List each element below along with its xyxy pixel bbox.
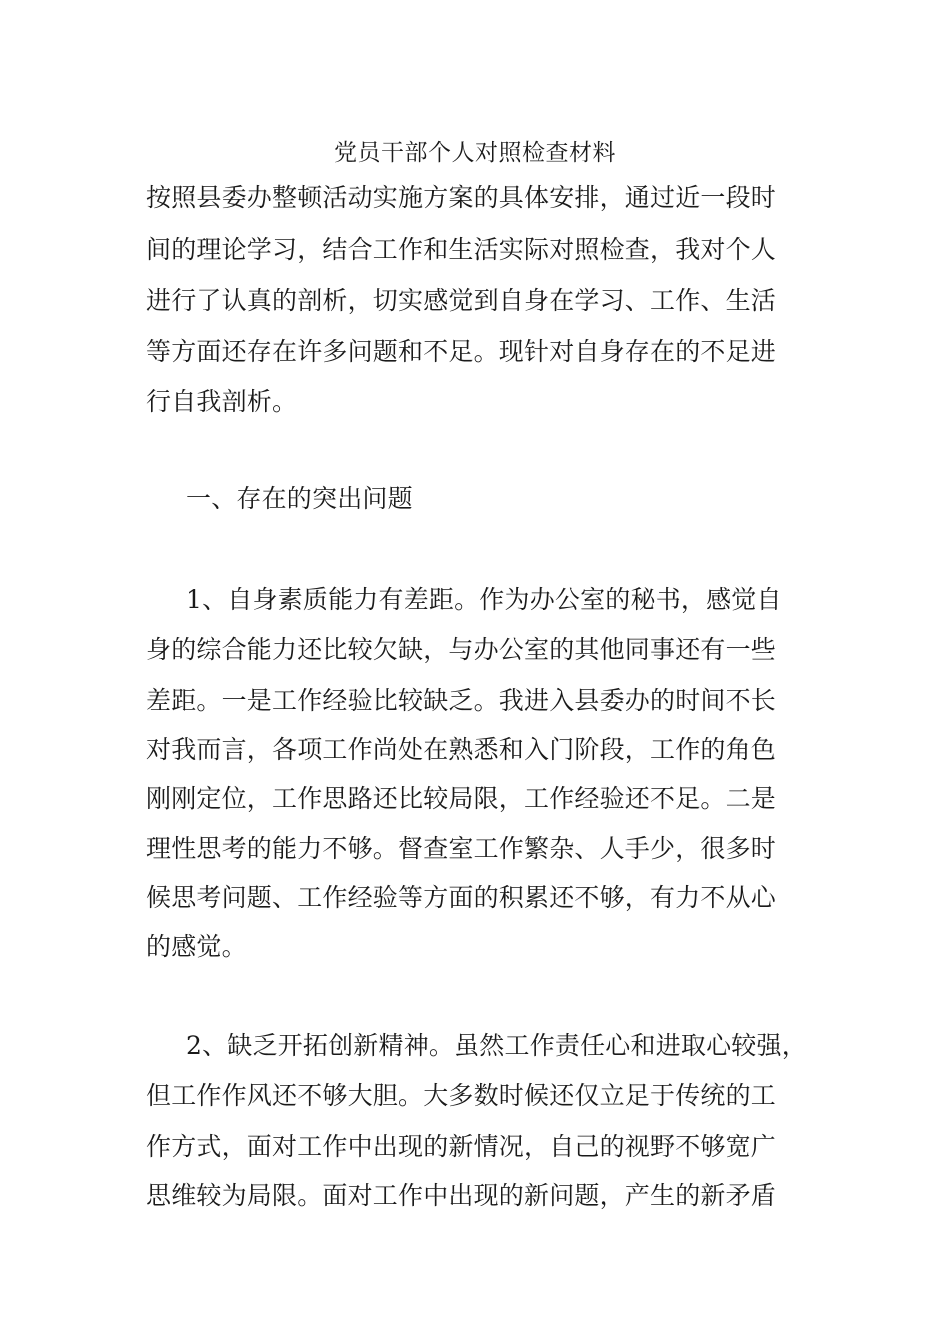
item1-line: 理性思考的能力不够。督查室工作繁杂、人手少，很多时 bbox=[146, 834, 777, 863]
item2-line: 但工作作风还不够大胆。大多数时候还仅立足于传统的工 bbox=[146, 1081, 777, 1110]
intro-line: 行自我剖析。 bbox=[146, 387, 298, 416]
item1-line: 刚刚定位，工作思路还比较局限，工作经验还不足。二是 bbox=[146, 784, 777, 813]
intro-line: 进行了认真的剖析，切实感觉到自身在学习、工作、生活 bbox=[146, 286, 777, 315]
item2-line: 作方式，面对工作中出现的新情况，自己的视野不够宽广 bbox=[146, 1132, 777, 1161]
section-heading: 一、存在的突出问题 bbox=[186, 484, 413, 513]
item1-line: 的感觉。 bbox=[146, 932, 247, 961]
item1-line: 差距。一是工作经验比较缺乏。我进入县委办的时间不长 bbox=[146, 686, 777, 715]
page-title: 党员干部个人对照检查材料 bbox=[334, 140, 616, 166]
item2-line: 思维较为局限。面对工作中出现的新问题，产生的新矛盾 bbox=[146, 1181, 777, 1210]
item1-line: 对我而言，各项工作尚处在熟悉和入门阶段，工作的角色 bbox=[146, 735, 777, 764]
intro-line: 间的理论学习，结合工作和生活实际对照检查，我对个人 bbox=[146, 235, 777, 264]
item1-line: 候思考问题、工作经验等方面的积累还不够，有力不从心 bbox=[146, 883, 777, 912]
intro-line: 按照县委办整顿活动实施方案的具体安排，通过近一段时 bbox=[146, 183, 777, 212]
intro-line: 等方面还存在许多问题和不足。现针对自身存在的不足进 bbox=[146, 337, 777, 366]
item2-line: 2、缺乏开拓创新精神。虽然工作责任心和进取心较强， bbox=[186, 1031, 807, 1060]
item1-line: 1、自身素质能力有差距。作为办公室的秘书，感觉自 bbox=[186, 585, 782, 614]
item1-line: 身的综合能力还比较欠缺，与办公室的其他同事还有一些 bbox=[146, 635, 777, 664]
